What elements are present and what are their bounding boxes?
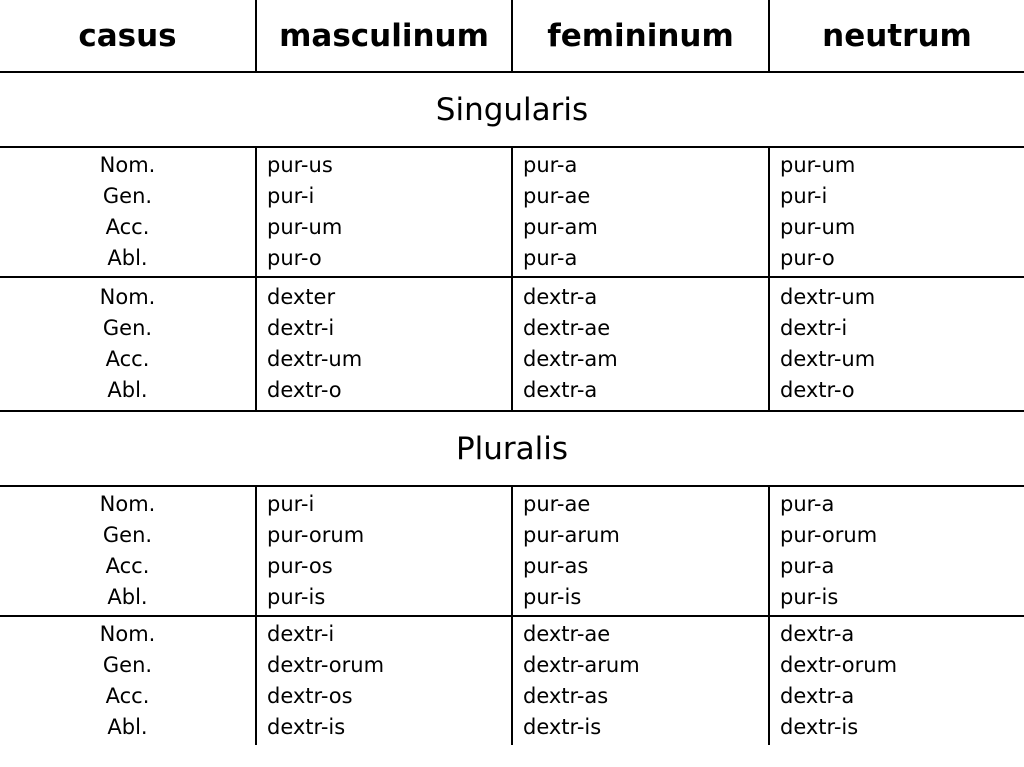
form-value: dextr-orum: [267, 653, 385, 677]
form-value: pur-am: [523, 215, 598, 239]
neutrum-cell: [769, 616, 1024, 745]
form-list: [513, 619, 768, 743]
form-value: pur-ae: [523, 492, 591, 516]
form-value: dextr-as: [523, 684, 609, 708]
form-value: dextr-is: [780, 715, 859, 739]
form-value: pur-os: [267, 554, 333, 578]
form-value: pur-as: [523, 554, 589, 578]
form-value: pur-um: [780, 153, 856, 177]
table-row: [0, 147, 1024, 277]
neutrum-cell: [769, 277, 1024, 411]
femininum-cell: [512, 486, 769, 616]
section-title: Pluralis: [0, 411, 1024, 486]
form-value: dextr-ae: [523, 622, 611, 646]
form-value: pur-o: [267, 246, 322, 270]
case-cell: [0, 486, 256, 616]
case-label: Acc.: [105, 554, 150, 578]
form-list: [513, 282, 768, 406]
case-list: [0, 489, 255, 613]
case-label: Acc.: [105, 215, 150, 239]
table-row: [0, 486, 1024, 616]
masculinum-cell: [256, 277, 512, 411]
form-list: [257, 150, 511, 274]
case-label: Acc.: [105, 347, 150, 371]
header-row: [0, 0, 1024, 72]
case-list: [0, 282, 255, 406]
form-value: pur-i: [267, 492, 315, 516]
form-list: [513, 489, 768, 613]
form-value: dextr-o: [780, 378, 855, 402]
form-value: pur-i: [267, 184, 315, 208]
form-list: [770, 282, 1024, 406]
form-value: pur-arum: [523, 523, 620, 547]
case-label: Abl.: [107, 246, 148, 270]
form-value: dextr-arum: [523, 653, 640, 677]
form-value: dextr-ae: [523, 316, 611, 340]
form-value: pur-orum: [780, 523, 878, 547]
masculinum-cell: [256, 486, 512, 616]
case-label: Abl.: [107, 378, 148, 402]
masculinum-cell: [256, 616, 512, 745]
form-list: [770, 150, 1024, 274]
form-list: [513, 150, 768, 274]
masculinum-cell: [256, 147, 512, 277]
femininum-cell: [512, 616, 769, 745]
form-value: dextr-o: [267, 378, 342, 402]
table-row: [0, 277, 1024, 411]
form-value: pur-is: [780, 585, 839, 609]
case-label: Abl.: [107, 585, 148, 609]
case-label: Nom.: [99, 153, 156, 177]
case-label: Abl.: [107, 715, 148, 739]
neutrum-cell: [769, 147, 1024, 277]
form-list: [257, 282, 511, 406]
case-cell: [0, 147, 256, 277]
form-value: dexter: [267, 285, 336, 309]
case-list: [0, 619, 255, 743]
form-value: dextr-a: [780, 684, 855, 708]
form-value: dextr-um: [780, 347, 876, 371]
section-title: Singularis: [0, 72, 1024, 147]
form-value: dextr-is: [523, 715, 602, 739]
case-label: Nom.: [99, 492, 156, 516]
header-neutrum: neutrum: [769, 0, 1024, 72]
form-value: pur-a: [523, 246, 578, 270]
form-list: [770, 619, 1024, 743]
form-value: dextr-i: [267, 622, 335, 646]
header-masculinum: masculinum: [256, 0, 512, 72]
form-value: dextr-is: [267, 715, 346, 739]
case-cell: [0, 277, 256, 411]
form-value: pur-a: [780, 492, 835, 516]
form-value: pur-a: [780, 554, 835, 578]
form-value: dextr-os: [267, 684, 353, 708]
form-value: pur-is: [267, 585, 326, 609]
form-value: pur-o: [780, 246, 835, 270]
femininum-cell: [512, 147, 769, 277]
form-value: dextr-i: [267, 316, 335, 340]
case-label: Gen.: [102, 653, 153, 677]
case-list: [0, 150, 255, 274]
case-cell: [0, 616, 256, 745]
form-value: pur-orum: [267, 523, 365, 547]
case-label: Gen.: [102, 184, 153, 208]
form-value: dextr-um: [267, 347, 363, 371]
case-label: Acc.: [105, 684, 150, 708]
form-value: dextr-i: [780, 316, 848, 340]
header-casus: casus: [0, 0, 256, 72]
form-list: [770, 489, 1024, 613]
form-value: dextr-a: [523, 285, 598, 309]
femininum-cell: [512, 277, 769, 411]
form-value: pur-i: [780, 184, 828, 208]
case-label: Gen.: [102, 316, 153, 340]
table-row: [0, 616, 1024, 745]
form-value: pur-ae: [523, 184, 591, 208]
neutrum-cell: [769, 486, 1024, 616]
section-row-pluralis: [0, 411, 1024, 486]
form-value: dextr-um: [780, 285, 876, 309]
form-value: dextr-a: [780, 622, 855, 646]
form-list: [257, 619, 511, 743]
header-femininum: femininum: [512, 0, 769, 72]
form-value: dextr-a: [523, 378, 598, 402]
form-value: dextr-orum: [780, 653, 898, 677]
form-value: pur-um: [780, 215, 856, 239]
case-label: Nom.: [99, 285, 156, 309]
form-value: pur-is: [523, 585, 582, 609]
section-row-singularis: [0, 72, 1024, 147]
case-label: Gen.: [102, 523, 153, 547]
form-value: pur-us: [267, 153, 333, 177]
form-value: dextr-am: [523, 347, 618, 371]
form-value: pur-um: [267, 215, 343, 239]
case-label: Nom.: [99, 622, 156, 646]
form-value: pur-a: [523, 153, 578, 177]
form-list: [257, 489, 511, 613]
